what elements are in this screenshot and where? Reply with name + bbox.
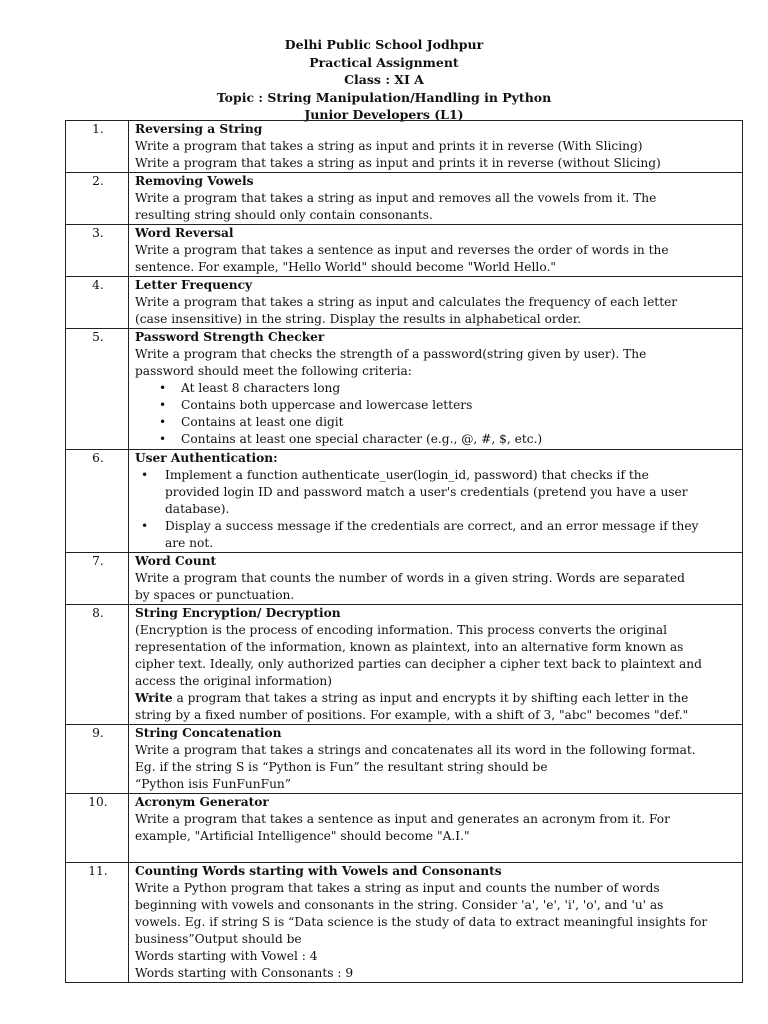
list-item-line: • Implement a function authenticate_user(login_id, password) that checks if the	[165, 468, 649, 482]
task-line: string by a fixed number of positions. For example, with a shift of 3, "abc" becomes "def."	[135, 708, 689, 722]
list-item-line: database).	[165, 502, 230, 516]
task-line: Write a program that takes a sentence as input and generates an acronym from it. For	[135, 812, 670, 826]
task-line: (case insensitive) in the string. Display the results in alphabetical order.	[135, 312, 582, 326]
task-line: Write a program that takes a string as input and prints it in reverse (With Slicing)	[135, 139, 643, 153]
task-cell	[129, 277, 743, 329]
table-row	[66, 277, 743, 329]
task-line: Eg. if the string S is “Python is Fun” the resultant string should be	[135, 760, 548, 774]
task-number: 3.	[66, 225, 129, 277]
task-line: Write a program that takes a string as input and calculates the frequency of each letter	[135, 295, 678, 309]
task-number: 4.	[66, 277, 129, 329]
task-title: Password Strength Checker	[135, 330, 325, 344]
task-line: “Python isis FunFunFun”	[135, 777, 291, 791]
list-item: • Contains both uppercase and lowercase letters	[181, 397, 738, 414]
topic-label: Topic : String Manipulation/Handling in Python	[216, 89, 552, 105]
table-row	[66, 173, 743, 225]
table-row	[66, 794, 743, 863]
list-item-line: are not.	[165, 536, 214, 550]
task-line: example, "Artificial Intelligence" should become "A.I."	[135, 829, 470, 843]
task-title: Reversing a String	[135, 122, 263, 136]
table-row	[66, 121, 743, 173]
task-line: representation of the information, known as plaintext, into an alternative form known as	[135, 640, 684, 654]
task-title: Word Reversal	[135, 226, 234, 240]
task-cell	[129, 173, 743, 225]
task-line: Words starting with Consonants : 9	[135, 966, 354, 980]
table-row	[66, 329, 743, 450]
task-line: by spaces or punctuation.	[135, 588, 295, 602]
assignment-table	[65, 120, 743, 983]
task-line: sentence. For example, "Hello World" should become "World Hello."	[135, 260, 556, 274]
task-line: Write a program that counts the number of words in a given string. Words are separated	[135, 571, 685, 585]
task-number: 11.	[66, 863, 129, 983]
task-cell	[129, 329, 743, 450]
list-item: • At least 8 characters long	[181, 380, 738, 397]
task-title: Counting Words starting with Vowels and Consonants	[135, 864, 502, 878]
task-cell	[129, 725, 743, 794]
list-item: • Contains at least one special character (e.g., @, #, $, etc.)	[181, 431, 738, 448]
task-cell	[129, 121, 743, 173]
task-line: Words starting with Vowel : 4	[135, 949, 318, 963]
task-line: vowels. Eg. if string S is “Data science is the study of data to extract meaningful insights for	[135, 915, 708, 929]
task-number: 8.	[66, 605, 129, 725]
task-line: access the original information)	[135, 674, 332, 688]
task-line: (Encryption is the process of encoding information. This process converts the original	[135, 623, 668, 637]
task-line: password should meet the following criteria:	[135, 364, 412, 378]
task-line: cipher text. Ideally, only authorized parties can decipher a cipher text back to plaintext and	[135, 657, 702, 671]
table-row	[66, 553, 743, 605]
list-item-line: • Display a success message if the credentials are correct, and an error message if they	[165, 519, 699, 533]
task-line: Write a program that takes a strings and concatenates all its word in the following format.	[135, 743, 696, 757]
criteria-list	[135, 380, 738, 448]
task-title: Removing Vowels	[135, 174, 254, 188]
table-row	[66, 225, 743, 277]
school-name: Delhi Public School Jodhpur	[284, 37, 484, 52]
table-row	[66, 863, 743, 983]
task-line: Write a program that checks the strength of a password(string given by user). The	[135, 347, 647, 361]
list-item	[165, 518, 738, 552]
task-title: Word Count	[135, 554, 217, 568]
task-number: 1.	[66, 121, 129, 173]
write-rest: a program that takes a string as input and encrypts it by shifting each letter in the	[172, 691, 689, 705]
task-line: business”Output should be	[135, 932, 302, 946]
task-number: 7.	[66, 553, 129, 605]
write-word: Write	[135, 691, 173, 705]
list-item	[165, 467, 738, 518]
task-cell	[129, 225, 743, 277]
task-line: Write a program that takes a sentence as input and reverses the order of words in the	[135, 243, 669, 257]
task-cell	[129, 450, 743, 553]
task-cell	[129, 605, 743, 725]
task-title: Acronym Generator	[135, 795, 269, 809]
task-line: Write a Python program that takes a string as input and counts the number of words	[135, 881, 660, 895]
requirements-list	[135, 467, 738, 552]
task-number: 2.	[66, 173, 129, 225]
list-item-line: provided login ID and password match a user's credentials (pretend you have a user	[165, 485, 688, 499]
task-number: 10.	[66, 794, 129, 863]
task-title: String Encryption/ Decryption	[135, 606, 341, 620]
task-cell	[129, 553, 743, 605]
task-cell	[129, 794, 743, 863]
assignment-title: Practical Assignment	[309, 54, 459, 70]
class-label: Class : XI A	[344, 72, 424, 87]
table-row	[66, 605, 743, 725]
task-line: Write a program that takes a string as input and prints it in reverse (without Slicing)	[135, 156, 661, 170]
task-line: Write a program that takes a string as input and removes all the vowels from it. The	[135, 191, 657, 205]
task-title: String Concatenation	[135, 726, 282, 740]
task-line: resulting string should only contain consonants.	[135, 208, 433, 222]
level-label: Junior Developers (L1)	[304, 107, 464, 122]
table-row	[66, 450, 743, 553]
task-number: 9.	[66, 725, 129, 794]
task-title: User Authentication:	[135, 451, 278, 465]
task-number: 6.	[66, 450, 129, 553]
task-line	[135, 690, 738, 707]
task-line: beginning with vowels and consonants in the string. Consider 'a', 'e', 'i', 'o', and 'u' as	[135, 898, 664, 912]
task-number: 5.	[66, 329, 129, 450]
document-header	[0, 36, 768, 124]
task-title: Letter Frequency	[135, 278, 253, 292]
list-item: • Contains at least one digit	[181, 414, 738, 431]
table-row	[66, 725, 743, 794]
task-cell	[129, 863, 743, 983]
